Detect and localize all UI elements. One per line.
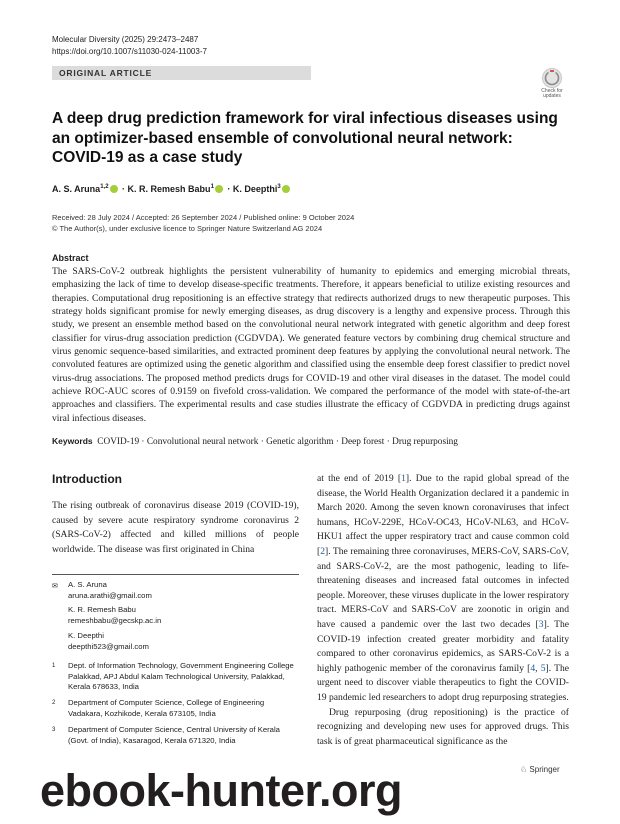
intro-paragraph: Drug repurposing (drug repositioning) is the practice of recognizing and developing new uses for approved drugs. This task is of great pharmaceutical significance as the (317, 706, 569, 747)
journal-citation: Molecular Diversity (2025) 29:2473–2487 (52, 35, 199, 44)
publisher-logo (520, 765, 560, 774)
affiliation-number: 2 (52, 700, 56, 706)
watermark-text: ebook-hunter.org (40, 765, 402, 816)
affiliation-text: Dept. of Information Technology, Government Engineering College Palakkad, APJ Abdul Kalam Technological University, Palakkad, Kerala 678633, India (68, 661, 294, 691)
citation-link[interactable]: 1 (401, 473, 406, 484)
orcid-icon[interactable] (110, 185, 118, 193)
journal-header (52, 34, 207, 58)
article-title (52, 109, 572, 168)
contact-email[interactable]: deepthi523@gmail.com (68, 641, 149, 651)
contact-entry (68, 631, 149, 652)
intro-column-right (317, 472, 569, 749)
publication-history: Received: 28 July 2024 / Accepted: 26 September 2024 / Published online: 9 October 2024 (52, 213, 355, 222)
check-for-updates-badge[interactable] (537, 68, 567, 99)
title-line: an optimizer-based ensemble of convolutional neural network: (52, 129, 513, 147)
abstract-text: The SARS-CoV-2 outbreak highlights the persistent vulnerability of humanity to epidemics and emerging microbial threats, emphasizing the lack of time to develop disease-specific treatments. Therefore, it appears beneficial to utilize existing resources and therapies. Computational drug repositioning is an effective strategy that redirects authorized drugs to new therapeutic purposes. This strategy holds significant promise for newly emerging diseases, as drug discovery is a lengthy and expensive process. Through this study, we present an ensemble method based on the convolutional neural network integrated with genetic algorithm and deep forest classifier for virus-drug association prediction (CGDVDA). We generated feature vectors by combining drug chemical structure and virus genomic sequence-based similarities, and extracted prominent deep features by applying the convolutional neural network. The convoluted features are optimized using the genetic algorithm and classified using the ensemble deep forest classifier to predict novel virus-drug associations. The proposed method predicts drugs for COVID-19 and other viral diseases in the dataset. The model could achieve ROC-AUC scores of 0.9159 on fivefold cross-validation. We compared the performance of the model with state-of-the-art approaches and classifiers. The experimental results and case studies illustrate the efficacy of CGDVDA in predicting drugs against viral infectious diseases. (52, 266, 570, 424)
contact-name: K. Deepthi (68, 631, 104, 640)
publisher-name: Springer (529, 765, 560, 774)
check-updates-icon (542, 68, 562, 88)
check-updates-label: Check for updates (541, 88, 563, 99)
intro-paragraph: at the end of 2019 [1]. Due to the rapid global spread of the disease, the World Health Organization declared it a pandemic in March 2020. Among the seven known coronaviruses that infect humans, HCoV-229E, HCoV-OC43, HCoV-NL63, and HCoV-HKU1 affect the upper respiratory tract and cause common cold [2]. The remaining three coronaviruses, MERS-CoV, SARS-CoV, and SARS-CoV-2, are the most pathogenic, leading to life-threatening diseases and increased fatal outcomes in infected people. Moreover, these viruses duplicate in the lower respiratory tract. MERS-CoV and SARS-CoV are zoonotic in origin and have caused a pandemic over the last two decades [3]. The COVID-19 infection created greater morbidity and fatality compared to other coronavirus epidemics, as SARS-CoV-2 is a highly pathogenic member of the coronavirus family [4, 5]. The urgent need to discover viable therapeutics to fight the COVID-19 pandemic led researchers to adopt drug repurposing strategies. (317, 473, 570, 703)
affiliation-number: 3 (52, 727, 56, 733)
contact-name: K. R. Remesh Babu (68, 605, 136, 614)
contact-entry (68, 605, 161, 626)
title-line: COVID-19 as a case study (52, 149, 243, 166)
envelope-icon: ✉ (52, 583, 58, 590)
doi-link[interactable]: https://doi.org/10.1007/s11030-024-11003-7 (52, 47, 207, 56)
contact-email[interactable]: remeshbabu@gecskp.ac.in (68, 615, 162, 625)
keywords-list: COVID-19 · Convolutional neural network · Genetic algorithm · Deep forest · Drug repurposing (97, 437, 458, 447)
keywords (52, 435, 458, 448)
author-list (52, 181, 292, 195)
author-separator: · (224, 184, 233, 194)
citation-link[interactable]: 4 (530, 662, 536, 674)
springer-horse-icon: ♘ (520, 765, 528, 774)
affiliation-text: Department of Computer Science, College of Engineering Vadakara, Kozhikode, Kerala 673105, India (68, 698, 265, 718)
title-line: A deep drug prediction framework for viral infectious diseases using (52, 110, 558, 127)
contact-email[interactable]: aruna.arathi@gmail.com (68, 590, 152, 600)
abstract-heading: Abstract (52, 253, 89, 263)
citation-link[interactable]: 2 (320, 545, 325, 557)
orcid-icon[interactable] (282, 185, 290, 193)
citation-link[interactable]: 3 (538, 618, 544, 630)
affiliation-number: 1 (52, 663, 56, 669)
introduction-heading: Introduction (52, 472, 122, 486)
author-name[interactable]: A. S. Aruna (52, 184, 101, 194)
author-name[interactable]: K. Deepthi (232, 184, 278, 194)
orcid-icon[interactable] (215, 185, 223, 193)
contact-name: A. S. Aruna (68, 580, 107, 589)
article-type-banner: ORIGINAL ARTICLE (52, 66, 311, 80)
author-separator: · (119, 184, 128, 194)
affiliation-text: Department of Computer Science, Central University of Kerala (Govt. of India), Kasaragod, Kerala 671320, India (68, 725, 280, 745)
author-affil-mark: 1,2 (100, 184, 109, 190)
contact-entry (68, 580, 152, 601)
copyright-line: © The Author(s), under exclusive licence to Springer Nature Switzerland AG 2024 (52, 223, 323, 233)
author-affil-mark: 3 (277, 184, 281, 190)
intro-column-left: The rising outbreak of coronavirus disease 2019 (COVID-19), caused by severe acute respiratory syndrome coronavirus 2 (SARS-CoV-2) affected and killed millions of people worldwide. The disease was first originated in China (52, 500, 299, 555)
author-name[interactable]: K. R. Remesh Babu (127, 184, 211, 194)
citation-link[interactable]: 5 (540, 662, 546, 674)
author-affil-mark: 1 (210, 184, 214, 190)
footnote-divider (52, 574, 299, 575)
publication-dates (52, 213, 354, 234)
keywords-label: Keywords (52, 436, 93, 446)
